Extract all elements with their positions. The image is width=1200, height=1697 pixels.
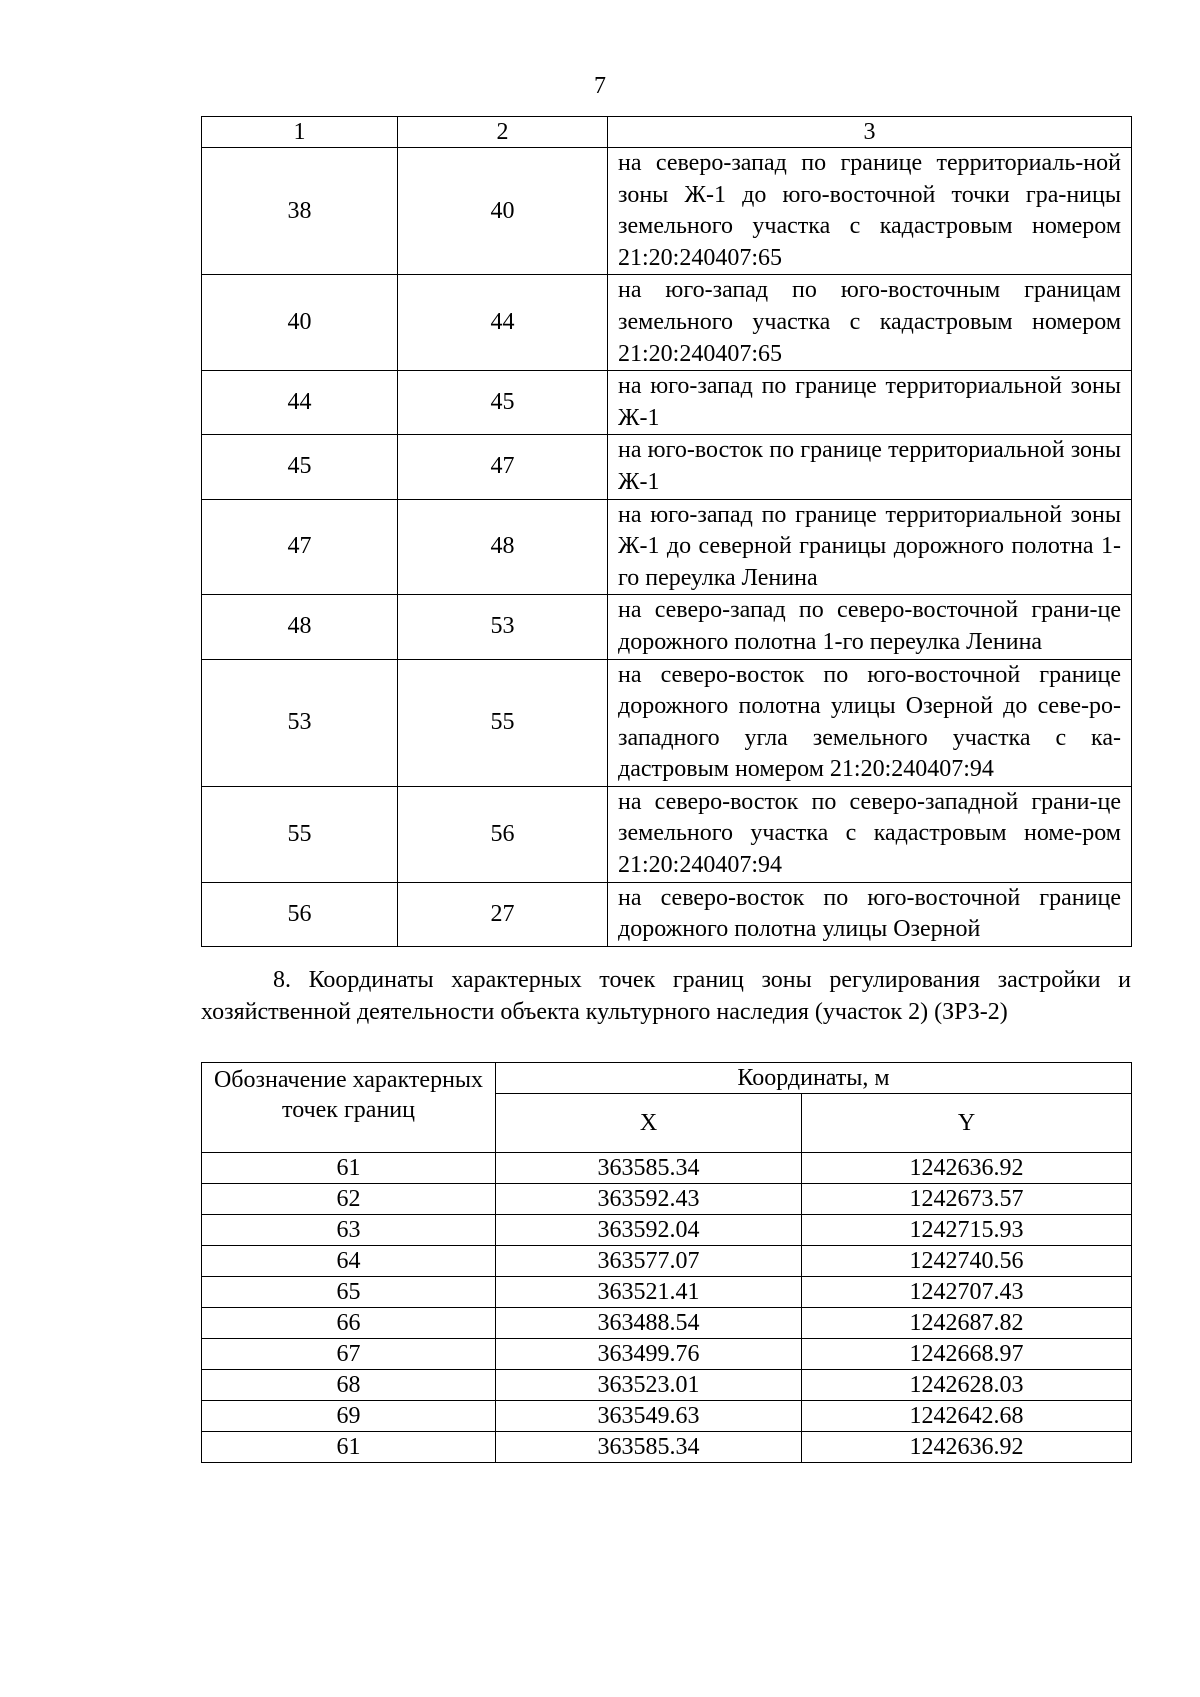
table-row	[202, 275, 1132, 371]
description-cell: на северо-запад по границе территориаль-ной зоны Ж-1 до юго-восточной точки гра-ницы земельного участка с кадастровым номером 21:20:240407:65	[608, 148, 1132, 275]
point-cell: 61	[202, 1153, 496, 1184]
table-row	[202, 435, 1132, 499]
y-cell: 1242715.93	[802, 1215, 1132, 1246]
description-cell: на юго-восток по границе территориальной зоны Ж-1	[608, 435, 1132, 499]
point-cell: 62	[202, 1184, 496, 1215]
page-number: 7	[594, 73, 606, 99]
table-row	[202, 1153, 1132, 1184]
point-designation-header: Обозначение характерных точек границ	[202, 1063, 496, 1153]
x-cell: 363521.41	[496, 1277, 802, 1308]
table-row	[202, 1308, 1132, 1339]
x-axis-header: X	[496, 1094, 802, 1153]
table-row	[202, 499, 1132, 595]
point-cell: 67	[202, 1339, 496, 1370]
section-heading-paragraph: 8. Координаты характерных точек границ зоны регулирования застройки и хозяйственной деятельности объекта культурного наследия (участок 2) (ЗРЗ-2)	[201, 967, 1131, 1025]
y-cell: 1242642.68	[802, 1401, 1132, 1432]
from-point-cell: 40	[202, 275, 398, 371]
from-point-cell: 56	[202, 882, 398, 946]
point-cell: 68	[202, 1370, 496, 1401]
x-cell: 363549.63	[496, 1401, 802, 1432]
table-row	[202, 371, 1132, 435]
y-cell: 1242707.43	[802, 1277, 1132, 1308]
from-point-cell: 48	[202, 595, 398, 659]
table-row	[202, 148, 1132, 275]
column-header: 3	[608, 117, 1132, 148]
to-point-cell: 55	[398, 659, 608, 786]
x-cell: 363577.07	[496, 1246, 802, 1277]
to-point-cell: 27	[398, 882, 608, 946]
point-cell: 69	[202, 1401, 496, 1432]
x-cell: 363585.34	[496, 1432, 802, 1463]
description-cell: на юго-запад по границе территориальной зоны Ж-1 до северной границы дорожного полотна 1-го переулка Ленина	[608, 499, 1132, 595]
x-cell: 363499.76	[496, 1339, 802, 1370]
table-row	[202, 1246, 1132, 1277]
coordinates-header: Координаты, м	[496, 1063, 1132, 1094]
boundary-description-table	[201, 116, 1132, 947]
description-cell: на юго-запад по границе территориальной зоны Ж-1	[608, 371, 1132, 435]
y-cell: 1242636.92	[802, 1432, 1132, 1463]
point-cell: 64	[202, 1246, 496, 1277]
table-header-row	[202, 1063, 1132, 1094]
from-point-cell: 53	[202, 659, 398, 786]
from-point-cell: 38	[202, 148, 398, 275]
x-cell: 363523.01	[496, 1370, 802, 1401]
description-cell: на северо-восток по юго-восточной границе дорожного полотна улицы Озерной	[608, 882, 1132, 946]
y-cell: 1242628.03	[802, 1370, 1132, 1401]
table-row	[202, 1401, 1132, 1432]
description-cell: на северо-восток по северо-западной грани-це земельного участка с кадастровым номе-ром 21:20:240407:94	[608, 786, 1132, 882]
table-row	[202, 1215, 1132, 1246]
table-row	[202, 595, 1132, 659]
x-cell: 363488.54	[496, 1308, 802, 1339]
x-cell: 363585.34	[496, 1153, 802, 1184]
table-row	[202, 1339, 1132, 1370]
from-point-cell: 55	[202, 786, 398, 882]
table-row	[202, 786, 1132, 882]
description-cell: на северо-запад по северо-восточной грани-це дорожного полотна 1-го переулка Ленина	[608, 595, 1132, 659]
to-point-cell: 53	[398, 595, 608, 659]
y-cell: 1242668.97	[802, 1339, 1132, 1370]
point-cell: 61	[202, 1432, 496, 1463]
y-cell: 1242673.57	[802, 1184, 1132, 1215]
y-axis-header: Y	[802, 1094, 1132, 1153]
y-cell: 1242687.82	[802, 1308, 1132, 1339]
column-header: 1	[202, 117, 398, 148]
coordinates-table	[201, 1062, 1132, 1463]
to-point-cell: 45	[398, 371, 608, 435]
table-row	[202, 882, 1132, 946]
table-row	[202, 1277, 1132, 1308]
table-row	[202, 1432, 1132, 1463]
y-cell: 1242740.56	[802, 1246, 1132, 1277]
to-point-cell: 47	[398, 435, 608, 499]
to-point-cell: 48	[398, 499, 608, 595]
column-header: 2	[398, 117, 608, 148]
to-point-cell: 44	[398, 275, 608, 371]
to-point-cell: 40	[398, 148, 608, 275]
from-point-cell: 44	[202, 371, 398, 435]
description-cell: на северо-восток по юго-восточной границе дорожного полотна улицы Озерной до севе-ро-западного угла земельного участка с ка-дастровым номером 21:20:240407:94	[608, 659, 1132, 786]
table-header-row	[202, 117, 1132, 148]
y-cell: 1242636.92	[802, 1153, 1132, 1184]
description-cell: на юго-запад по юго-восточным границам земельного участка с кадастровым номером 21:20:240407:65	[608, 275, 1132, 371]
table-row	[202, 1184, 1132, 1215]
from-point-cell: 45	[202, 435, 398, 499]
point-cell: 63	[202, 1215, 496, 1246]
table-row	[202, 659, 1132, 786]
point-cell: 66	[202, 1308, 496, 1339]
point-cell: 65	[202, 1277, 496, 1308]
x-cell: 363592.04	[496, 1215, 802, 1246]
table-row	[202, 1370, 1132, 1401]
x-cell: 363592.43	[496, 1184, 802, 1215]
to-point-cell: 56	[398, 786, 608, 882]
from-point-cell: 47	[202, 499, 398, 595]
